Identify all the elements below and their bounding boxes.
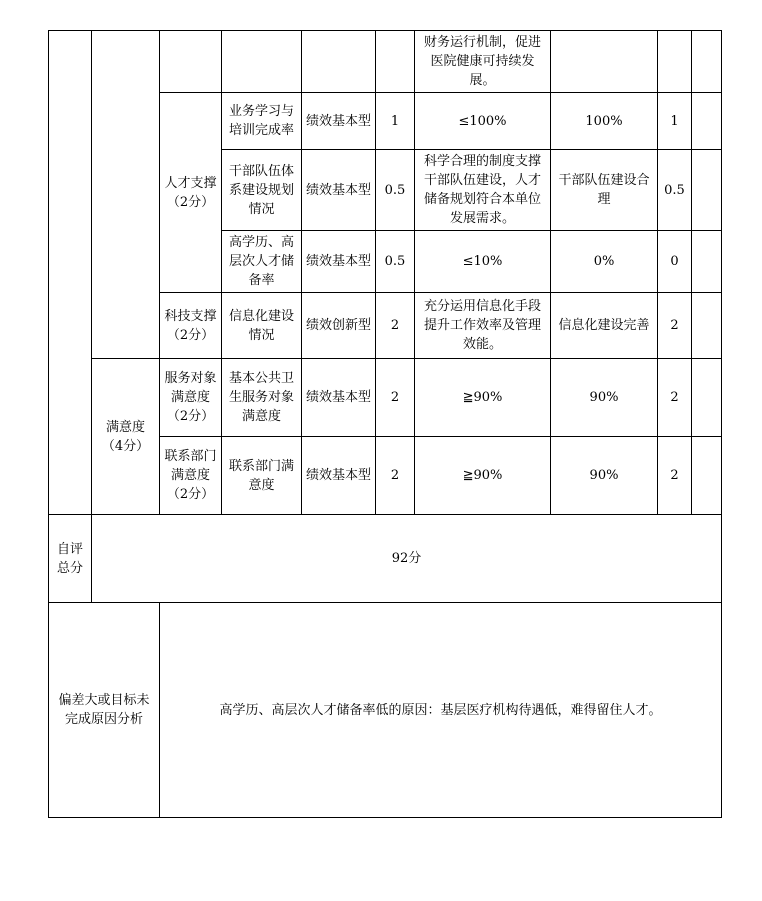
indicator-cell: 高学历、高层次人才储备率 — [222, 231, 302, 293]
type-cell: 绩效基本型 — [302, 231, 376, 293]
indicator-cell: 联系部门满意度 — [222, 437, 302, 515]
note-cell-blank — [692, 293, 722, 359]
standard-cell: ≤100% — [415, 93, 551, 150]
level1-cell-blank — [49, 31, 92, 515]
score-cell: 2 — [658, 359, 692, 437]
indicator-cell: 信息化建设情况 — [222, 293, 302, 359]
standard-cell: 财务运行机制，促进医院健康可持续发展。 — [415, 31, 551, 93]
score-cell: 2 — [658, 437, 692, 515]
weight-cell-blank — [376, 31, 415, 93]
weight-cell: 1 — [376, 93, 415, 150]
actual-cell: 90% — [551, 359, 658, 437]
indicator-cell: 基本公共卫生服务对象满意度 — [222, 359, 302, 437]
note-cell-blank — [692, 437, 722, 515]
standard-cell: 充分运用信息化手段提升工作效率及管理效能。 — [415, 293, 551, 359]
self-score-label: 自评总分 — [49, 515, 92, 603]
type-cell-blank — [302, 31, 376, 93]
weight-cell: 0.5 — [376, 231, 415, 293]
weight-cell: 0.5 — [376, 150, 415, 231]
score-cell: 1 — [658, 93, 692, 150]
type-cell: 绩效基本型 — [302, 150, 376, 231]
actual-cell-blank — [551, 31, 658, 93]
note-cell-blank — [692, 359, 722, 437]
note-cell-blank — [692, 150, 722, 231]
note-cell-blank — [692, 231, 722, 293]
deviation-text: 高学历、高层次人才储备率低的原因：基层医疗机构待遇低，难得留住人才。 — [160, 603, 722, 818]
tech-support-label: 科技支撑（2分） — [160, 293, 222, 359]
level3-cell-blank — [160, 31, 222, 93]
score-cell: 2 — [658, 293, 692, 359]
satisfaction-sub-label: 联系部门满意度（2分） — [160, 437, 222, 515]
actual-cell: 100% — [551, 93, 658, 150]
actual-cell: 干部队伍建设合理 — [551, 150, 658, 231]
standard-cell: ≧90% — [415, 437, 551, 515]
note-cell-blank — [692, 93, 722, 150]
type-cell: 绩效基本型 — [302, 93, 376, 150]
performance-evaluation-table — [48, 30, 722, 818]
indicator-cell-blank — [222, 31, 302, 93]
weight-cell: 2 — [376, 437, 415, 515]
weight-cell: 2 — [376, 293, 415, 359]
score-cell: 0.5 — [658, 150, 692, 231]
table-row — [49, 359, 722, 437]
level2-cell-blank — [92, 31, 160, 359]
actual-cell: 信息化建设完善 — [551, 293, 658, 359]
actual-cell: 90% — [551, 437, 658, 515]
satisfaction-sub-label: 服务对象满意度（2分） — [160, 359, 222, 437]
talent-support-label: 人才支撑（2分） — [160, 93, 222, 293]
indicator-cell: 业务学习与培训完成率 — [222, 93, 302, 150]
self-score-row — [49, 515, 722, 603]
table-row — [49, 31, 722, 93]
score-cell: 0 — [658, 231, 692, 293]
type-cell: 绩效基本型 — [302, 359, 376, 437]
standard-cell: 科学合理的制度支撑干部队伍建设，人才储备规划符合本单位发展需求。 — [415, 150, 551, 231]
standard-cell: ≤10% — [415, 231, 551, 293]
actual-cell: 0% — [551, 231, 658, 293]
weight-cell: 2 — [376, 359, 415, 437]
type-cell: 绩效基本型 — [302, 437, 376, 515]
deviation-row — [49, 603, 722, 818]
type-cell: 绩效创新型 — [302, 293, 376, 359]
deviation-label: 偏差大或目标未完成原因分析 — [49, 603, 160, 818]
satisfaction-label: 满意度（4分） — [92, 359, 160, 515]
score-cell-blank — [658, 31, 692, 93]
indicator-cell: 干部队伍体系建设规划情况 — [222, 150, 302, 231]
standard-cell: ≧90% — [415, 359, 551, 437]
note-cell-blank — [692, 31, 722, 93]
self-score-value: 92分 — [92, 515, 722, 603]
